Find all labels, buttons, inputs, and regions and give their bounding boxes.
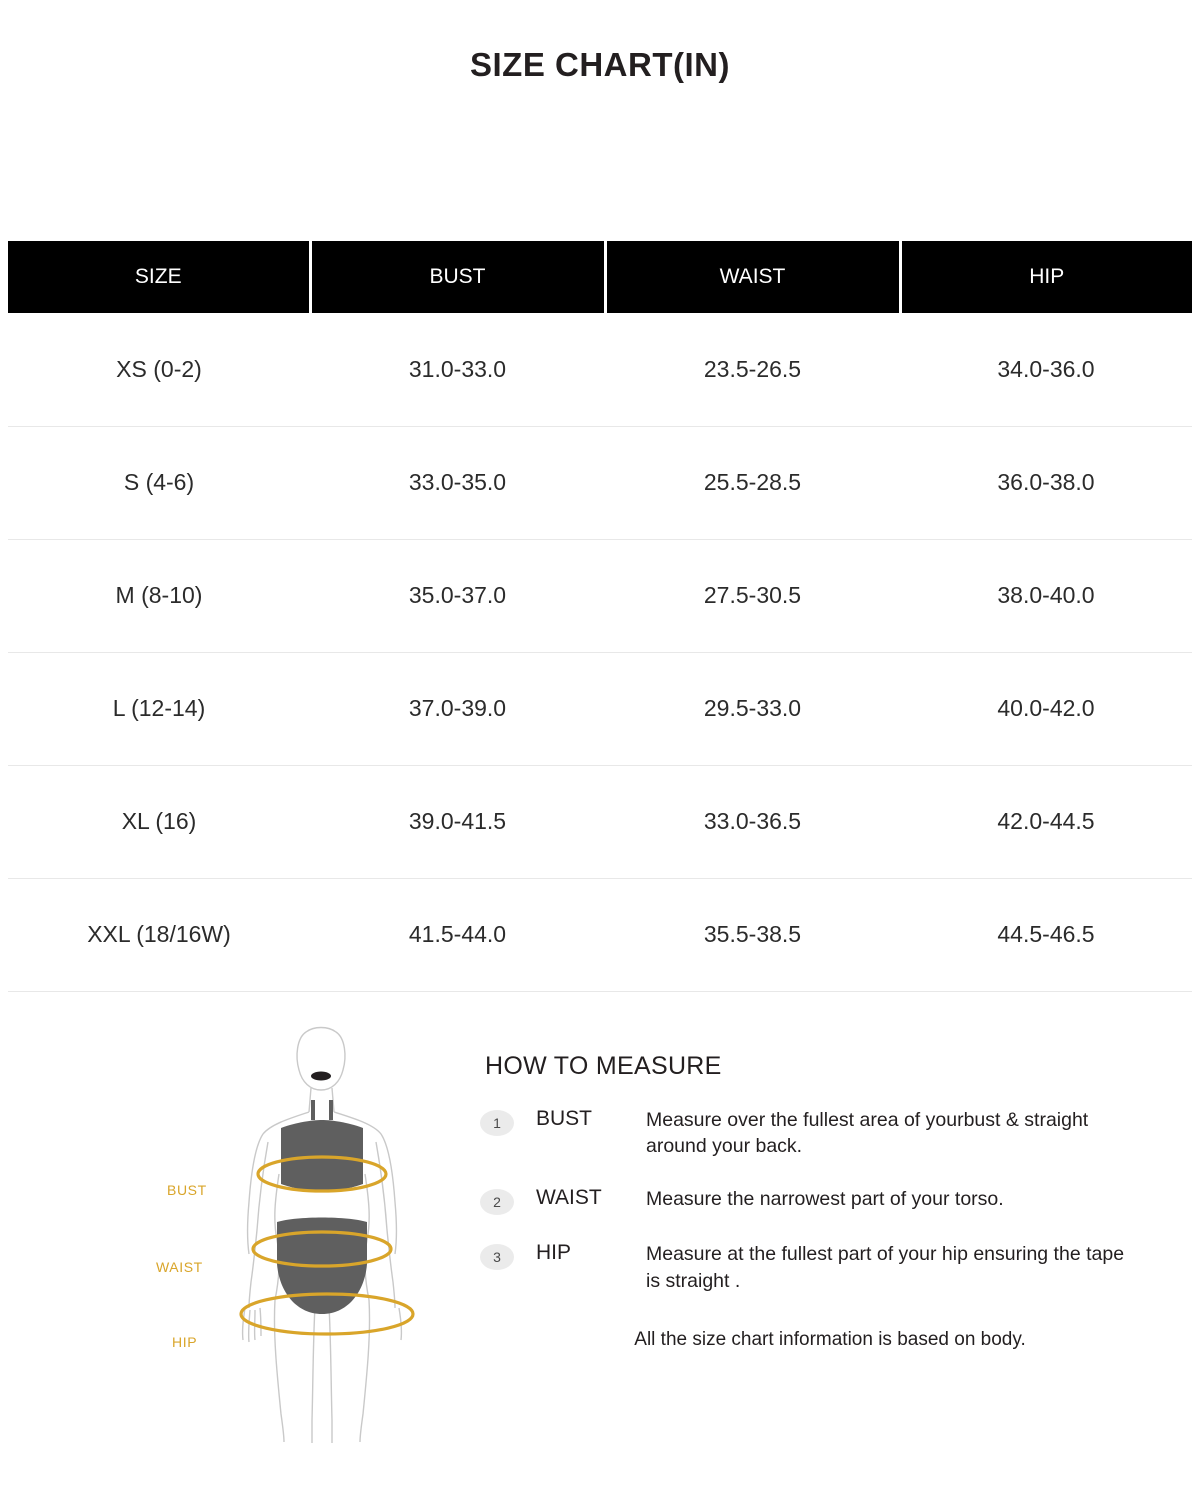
table-body [8,313,1192,991]
column-header-size: SIZE [8,241,310,313]
table-header-row [8,241,1192,313]
step-number-2: 2 [480,1189,514,1215]
cell-waist: 27.5-30.5 [605,539,900,652]
cell-hip: 40.0-42.0 [900,652,1192,765]
cell-bust: 41.5-44.0 [310,878,605,991]
cell-size: XXL (18/16W) [8,878,310,991]
size-table-container [8,84,1192,992]
column-header-hip: HIP [900,241,1192,313]
measure-item-bust [480,1107,1190,1161]
column-header-bust: BUST [310,241,605,313]
table-row [8,313,1192,426]
cell-waist: 23.5-26.5 [605,313,900,426]
footnote-text: All the size chart information is based on body. [634,1329,1026,1351]
cell-bust: 31.0-33.0 [310,313,605,426]
female-body-illustration [205,1024,465,1444]
cell-bust: 35.0-37.0 [310,539,605,652]
how-to-measure-section [480,1014,1190,1352]
table-row [8,539,1192,652]
cell-hip: 42.0-44.5 [900,765,1192,878]
column-header-waist: WAIST [605,241,900,313]
cell-waist: 35.5-38.5 [605,878,900,991]
cell-hip: 36.0-38.0 [900,426,1192,539]
measure-label-bust: BUST [536,1106,593,1130]
measure-text-bust: Measure over the fullest area of yourbust & straight around your back. [646,1108,1089,1158]
measure-item-waist [480,1186,1190,1215]
cell-waist: 29.5-33.0 [605,652,900,765]
cell-size: M (8-10) [8,539,310,652]
figure-label-waist: WAIST [156,1258,203,1275]
cell-hip: 34.0-36.0 [900,313,1192,426]
size-table [8,241,1192,992]
table-row [8,426,1192,539]
cell-hip: 38.0-40.0 [900,539,1192,652]
cell-size: L (12-14) [8,652,310,765]
measure-text-waist: Measure the narrowest part of your torso. [646,1188,1004,1211]
cell-waist: 33.0-36.5 [605,765,900,878]
cell-size: XL (16) [8,765,310,878]
table-row [8,765,1192,878]
cell-bust: 39.0-41.5 [310,765,605,878]
cell-waist: 25.5-28.5 [605,426,900,539]
figure-label-hip: HIP [172,1333,198,1350]
figure-label-bust: BUST [167,1181,207,1198]
cell-size: XS (0-2) [8,313,310,426]
measure-label-hip: HIP [536,1241,572,1265]
table-row [8,652,1192,765]
how-to-measure-title: HOW TO MEASURE [485,1051,722,1080]
table-row [8,878,1192,991]
page-title: SIZE CHART(IN) [470,46,730,83]
step-number-3: 3 [480,1244,514,1270]
measure-text-hip: Measure at the fullest part of your hip ensuring the tape is straight . [646,1243,1125,1293]
table-header [8,241,1192,313]
step-number-1: 1 [480,1110,514,1136]
cell-hip: 44.5-46.5 [900,878,1192,991]
measure-label-waist: WAIST [536,1186,602,1210]
cell-size: S (4-6) [8,426,310,539]
cell-bust: 37.0-39.0 [310,652,605,765]
measure-item-hip [480,1241,1190,1295]
measurement-figure [10,1014,480,1352]
cell-bust: 33.0-35.0 [310,426,605,539]
bottom-section [0,1014,1200,1352]
